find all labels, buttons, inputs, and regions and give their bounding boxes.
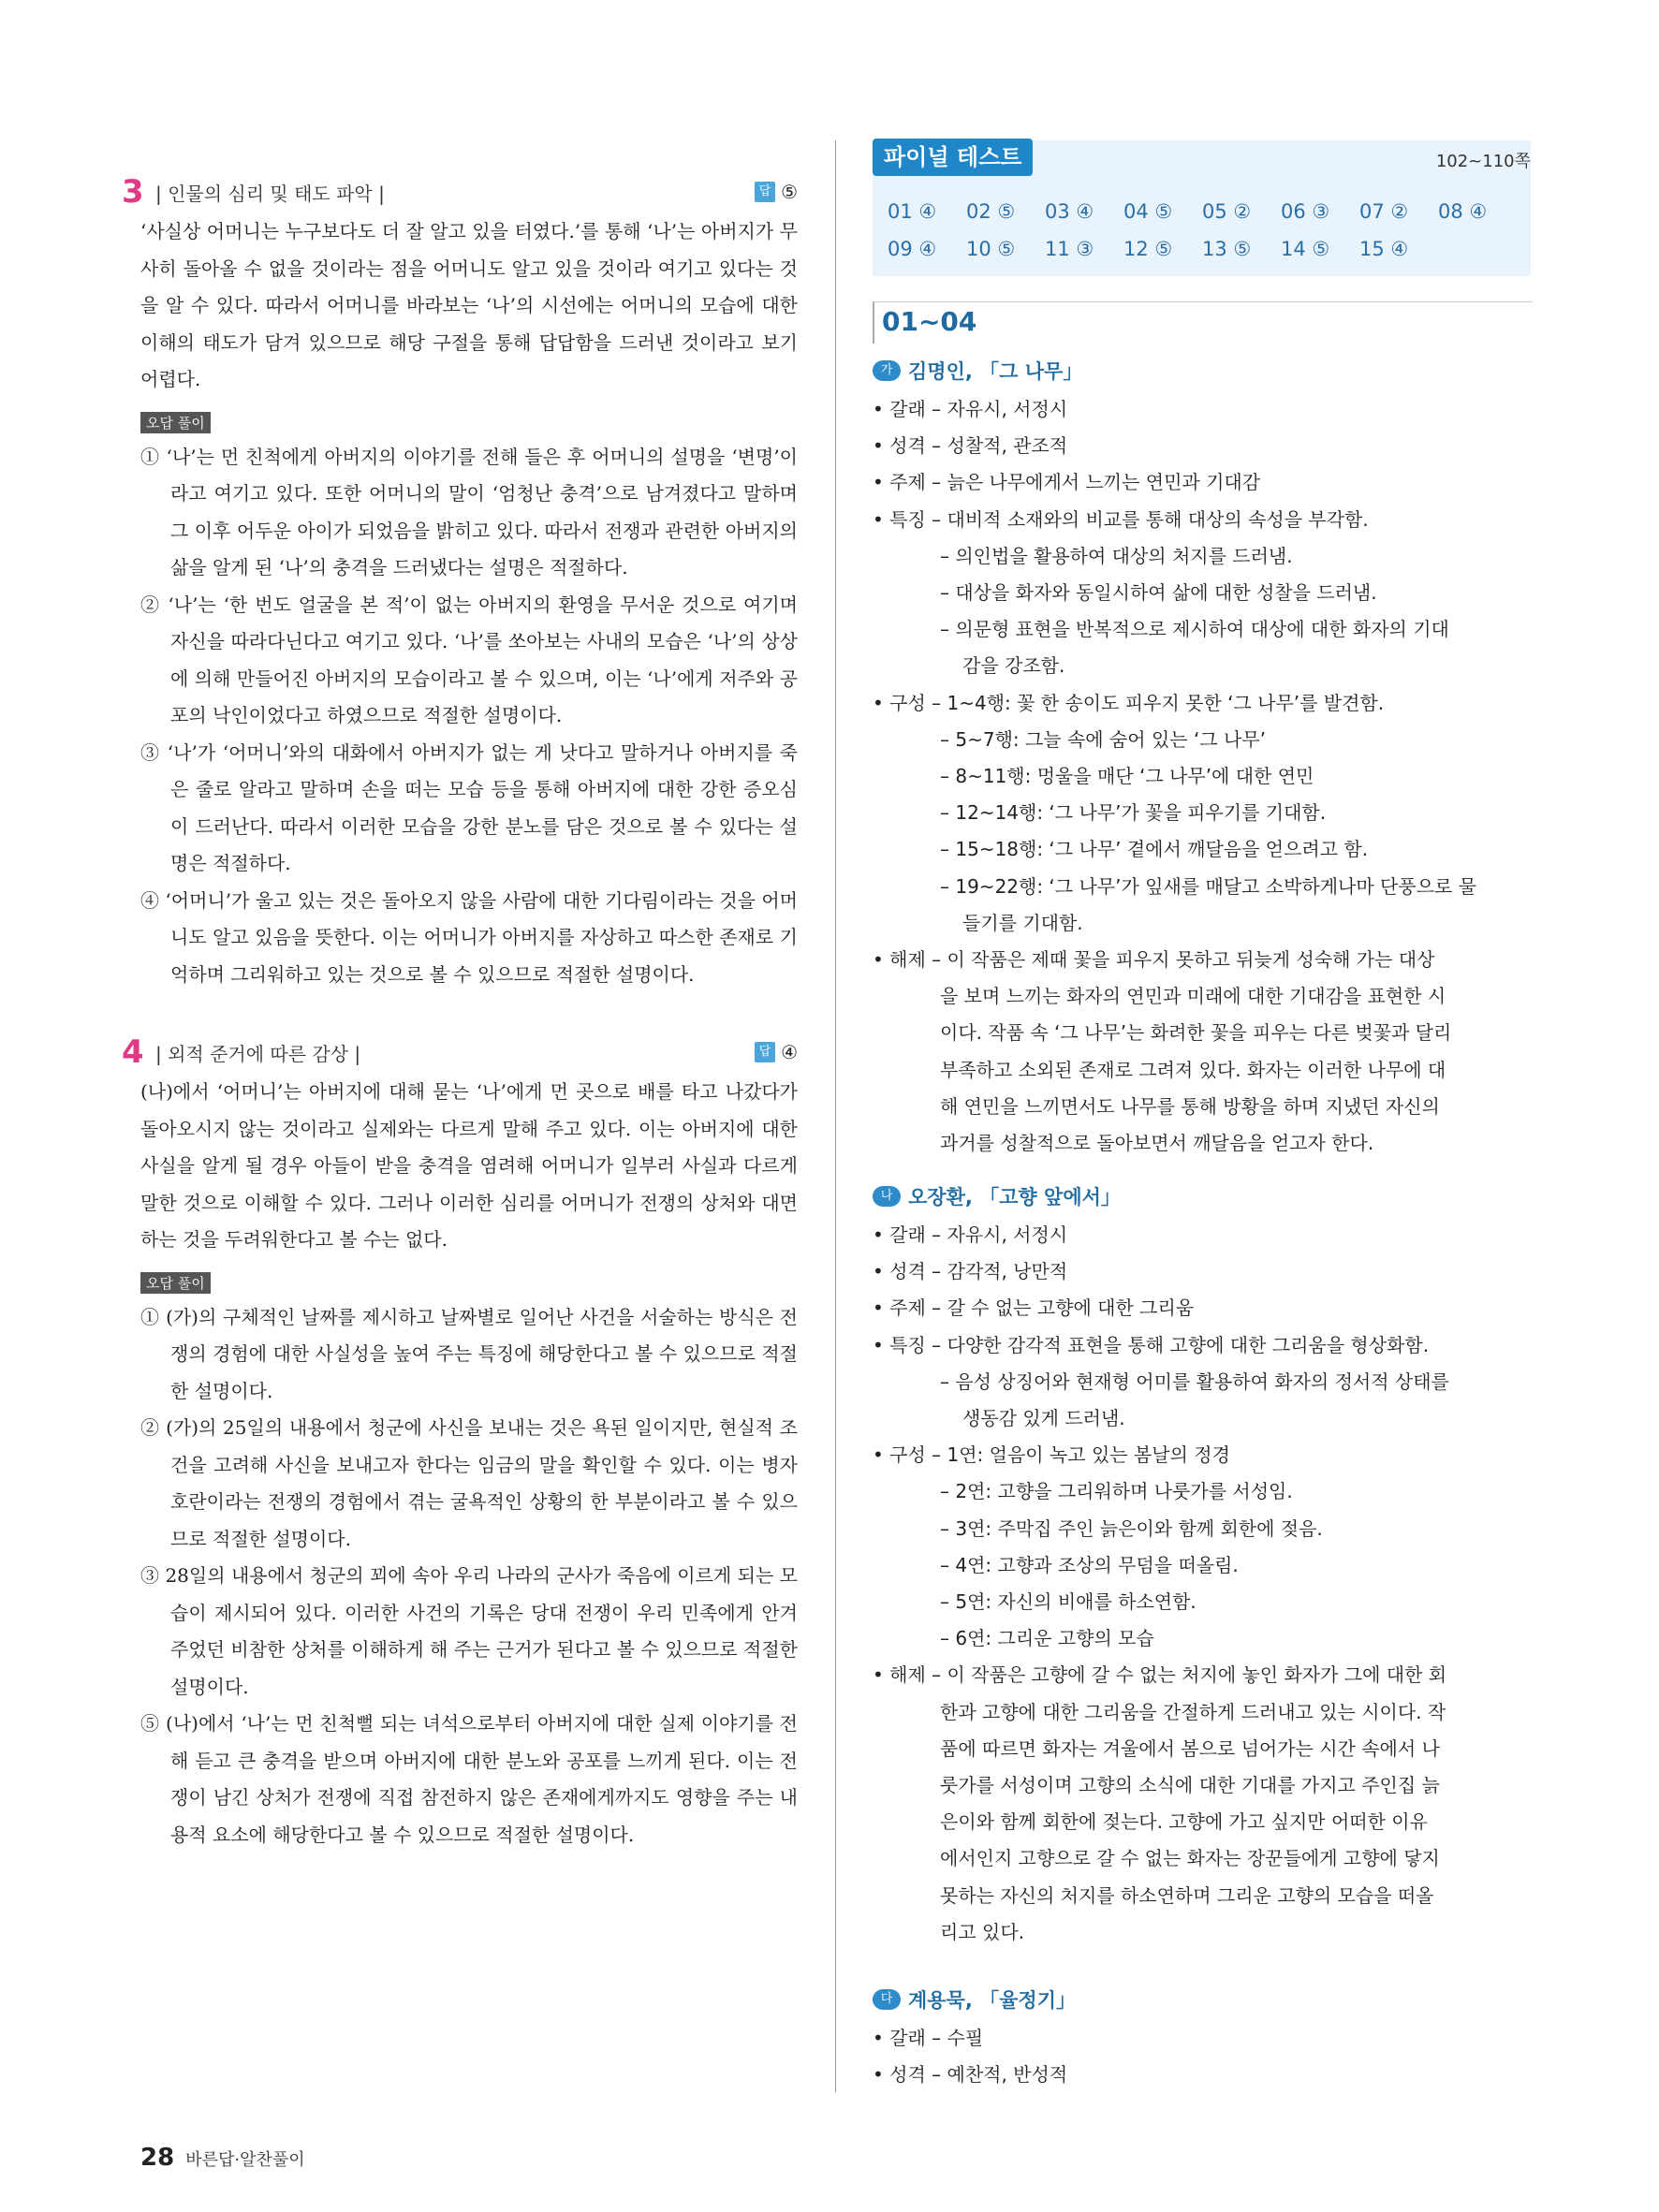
structure-sub-line: – 3연: 주막집 주인 늙은이와 함께 회한에 젖음.	[940, 1516, 1323, 1540]
answer-item: 07 ②	[1359, 200, 1409, 223]
option-explanation: ④ ‘어머니’가 울고 있는 것은 돌아오지 않을 사람에 대한 기다림이라는 것을 어머니도 알고 있음을 뜻한다. 이는 어머니가 아버지를 자상하고 따스한 존재로 기억하며 그리워하고 있는 것으로 볼 수 있으므로 적절한 설명이다.	[140, 888, 798, 986]
page-range: 102~110쪽	[1435, 152, 1531, 171]
feature-sub-line: – 음성 상징어와 현재형 어미를 활용하여 화자의 정서적 상태를	[940, 1370, 1449, 1393]
commentary-sub-line: 해 연민을 느끼면서도 나무를 통해 방황을 하며 지냈던 자신의	[940, 1094, 1440, 1118]
answer-mark-icon: 답	[755, 182, 775, 202]
option-explanation: ② ‘나’는 ‘한 번도 얼굴을 본 적’이 없는 아버지의 환영을 무서운 것으로 여기며 자신을 따라다닌다고 여기고 있다. ‘나’를 쏘아보는 사내의 모습은 ‘나’의 상상에 의해 만들어진 아버지의 모습이라고 볼 수 있으며, 이는 ‘나’에게 저주와 공포의 낙인이었다고 하였으므로 적절한 설명이다.	[140, 593, 798, 726]
answer-row	[888, 230, 1524, 268]
left-column	[122, 173, 798, 1853]
style-line: • 성격 – 감각적, 낭만적	[873, 1260, 1068, 1283]
column-divider	[835, 140, 836, 2092]
work-title: 오장환, 「고향 앞에서」	[908, 1186, 1121, 1209]
structure-sub-line: – 2연: 고향을 그리워하며 나룻가를 서성임.	[940, 1480, 1293, 1503]
commentary-sub-line: 과거를 성찰적으로 돌아보면서 깨달음을 얻고자 한다.	[940, 1132, 1374, 1155]
style-line: • 성격 – 성찰적, 관조적	[873, 434, 1068, 458]
answer-value: ⑤	[781, 181, 798, 203]
commentary-sub-line: 리고 있다.	[940, 1920, 1024, 1943]
explanation-paragraph: (나)에서 ‘어머니’는 아버지에 대해 묻는 ‘나’에게 먼 곳으로 배를 타고 나갔다가 돌아오시지 않는 것이라고 실제와는 다르게 말해 주고 있다. 이는 아버지에 대한 사실을 알게 될 경우 아들이 받을 충격을 염려해 어머니가 일부러 사실과 다르게 말한 것으로 이해할 수 있다. 그러나 이러한 심리를 어머니가 전쟁의 상처와 대면하는 것을 두려워한다고 볼 수는 없다.	[140, 1080, 798, 1251]
structure-sub-line: – 5~7행: 그늘 속에 숨어 있는 ‘그 나무’	[940, 727, 1267, 751]
question-number: 3	[122, 173, 144, 211]
feature-sub-line: – 대상을 화자와 동일시하여 삶에 대한 성찰을 드러냄.	[940, 581, 1377, 605]
structure-sub-line: – 4연: 고향과 조상의 무덤을 떠올림.	[940, 1553, 1239, 1576]
wrong-answer-tag: 오답 풀이	[140, 412, 211, 433]
structure-sub-line: – 19~22행: ‘그 나무’가 잎새를 매달고 소박하게나마 단풍으로 물	[940, 874, 1477, 898]
commentary-sub-line: 품에 따르면 화자는 겨울에서 봄으로 넘어가는 시간 속에서 나	[940, 1736, 1440, 1760]
work-badge: 다	[873, 1989, 901, 2010]
commentary-line: • 해제 – 이 작품은 고향에 갈 수 없는 처지에 놓인 화자가 그에 대한 회	[873, 1663, 1447, 1687]
structure-sub-line: – 15~18행: ‘그 나무’ 곁에서 깨달음을 얻으려고 함.	[940, 838, 1369, 861]
work-da	[873, 1979, 1531, 2093]
answer-row	[888, 193, 1524, 230]
structure-sub-line: – 5연: 자신의 비애를 하소연함.	[940, 1590, 1197, 1614]
answer-item: 06 ③	[1281, 200, 1330, 223]
commentary-line: • 해제 – 이 작품은 제때 꽃을 피우지 못하고 뒤늦게 성숙해 가는 대상	[873, 948, 1435, 972]
work-badge: 나	[873, 1186, 901, 1207]
answer-label	[755, 1041, 798, 1063]
explanation-paragraph: ‘사실상 어머니는 누구보다도 더 잘 알고 있을 터였다.’를 통해 ‘나’는 아버지가 무사히 돌아올 수 없을 것이라는 점을 어머니도 알고 있을 것이라 여기고 있다는 것을 알 수 있다. 따라서 어머니를 바라보는 ‘나’의 시선에는 어머니의 모습에 대한 이해의 태도가 담겨 있으므로 해당 구절을 통해 답답함을 드러낸 것이라고 보기 어렵다.	[140, 220, 798, 390]
genre-line: • 갈래 – 수필	[873, 2027, 984, 2049]
section-title: 01~04	[882, 306, 977, 337]
commentary-sub-line: 을 보며 느끼는 화자의 연민과 미래에 대한 기대감을 표현한 시	[940, 985, 1446, 1008]
answer-item: 01 ④	[888, 200, 937, 223]
question-4-header	[122, 1033, 798, 1071]
style-line: • 성격 – 예찬적, 반성적	[873, 2063, 1068, 2087]
genre-line: • 갈래 – 자유시, 서정시	[873, 398, 1068, 420]
question-3-header	[122, 173, 798, 211]
answer-item: 09 ④	[888, 238, 937, 260]
option-explanation: ① (가)의 구체적인 날짜를 제시하고 날짜별로 일어난 사건을 서술하는 방식은 전쟁의 경험에 대한 사실성을 높여 주는 특징에 해당한다고 볼 수 있으므로 적절한 설명이다.	[140, 1305, 798, 1402]
answer-item: 13 ⑤	[1202, 238, 1252, 260]
structure-sub-line: – 12~14행: ‘그 나무’가 꽃을 피우기를 기대함.	[940, 801, 1327, 825]
wrong-answer-tag: 오답 풀이	[140, 1272, 211, 1294]
genre-line: • 갈래 – 자유시, 서정시	[873, 1223, 1068, 1246]
commentary-sub-line: 부족하고 소외된 존재로 그려져 있다. 화자는 이러한 나무에 대	[940, 1058, 1446, 1081]
work-heading	[873, 356, 1531, 386]
feature-sub-line: 생동감 있게 드러냄.	[962, 1407, 1125, 1430]
option-explanation: ③ ‘나’가 ‘어머니’와의 대화에서 아버지가 없는 게 낫다고 말하거나 아버지를 죽은 줄로 알라고 말하며 손을 떠는 모습 등을 통해 아버지에 대한 강한 증오심이 드러난다. 따라서 이러한 모습을 강한 분노를 담은 것으로 볼 수 있다는 설명은 적절하다.	[140, 740, 798, 874]
commentary-sub-line: 못하는 자신의 처지를 하소연하며 그리운 고향의 모습을 떠올	[940, 1883, 1434, 1907]
commentary-sub-line: 은이와 함께 회한에 젖는다. 고향에 가고 싶지만 어떠한 이유	[940, 1810, 1428, 1834]
structure-line: • 구성 – 1~4행: 꽃 한 송이도 피우지 못한 ‘그 나무’를 발견함.	[873, 691, 1385, 714]
feature-line: • 특징 – 다양한 감각적 표현을 통해 고향에 대한 그리움을 형상화함.	[873, 1333, 1430, 1356]
answer-item: 03 ④	[1045, 200, 1094, 223]
commentary-sub-line: 에서인지 고향으로 갈 수 없는 화자는 장꾼들에게 고향에 닿지	[940, 1847, 1440, 1870]
page-footer	[140, 2144, 305, 2172]
answer-grid	[888, 193, 1524, 268]
option-explanation: ③ 28일의 내용에서 청군의 꾀에 속아 우리 나라의 군사가 죽음에 이르게 되는 모습이 제시되어 있다. 이러한 사건의 기록은 당대 전쟁이 우리 민족에게 안겨 주었던 비참한 상처를 이해하게 해 주는 근거가 된다고 볼 수 있으므로 적절한 설명이다.	[140, 1564, 798, 1698]
answer-item: 10 ⑤	[966, 238, 1016, 260]
answer-item: 04 ⑤	[1123, 200, 1173, 223]
structure-line: • 구성 – 1연: 얼음이 녹고 있는 봄날의 정경	[873, 1443, 1230, 1467]
option-explanation: ① ‘나’는 먼 친척에게 아버지의 이야기를 전해 들은 후 어머니의 설명을 ‘변명’이라고 여기고 있다. 또한 어머니의 말이 ‘엄청난 충격’으로 남겨졌다고 말하며 그 이후 어두운 아이가 되었음을 밝히고 있다. 따라서 전쟁과 관련한 아버지의 삶을 알게 된 ‘나’의 충격을 드러냈다는 설명은 적절하다.	[140, 445, 798, 579]
answer-mark-icon: 답	[755, 1042, 775, 1062]
structure-sub-line: 들기를 기대함.	[962, 911, 1083, 934]
structure-sub-line: – 6연: 그리운 고향의 모습	[940, 1627, 1154, 1650]
feature-sub-line: – 의인법을 활용하여 대상의 처지를 드러냄.	[940, 544, 1293, 567]
answer-item: 02 ⑤	[966, 200, 1016, 223]
theme-line: • 주제 – 갈 수 없는 고향에 대한 그리움	[873, 1296, 1195, 1320]
question-number: 4	[122, 1033, 144, 1071]
work-title: 김명인, 「그 나무」	[908, 360, 1083, 383]
answer-item: 11 ③	[1045, 238, 1094, 260]
answer-label	[755, 181, 798, 203]
answer-value: ④	[781, 1041, 798, 1063]
question-title: | 인물의 심리 및 태도 파악 |	[155, 182, 385, 205]
work-na	[873, 1176, 1531, 1951]
commentary-sub-line: 룻가를 서성이며 고향의 소식에 대한 기대를 가지고 주인집 늙	[940, 1774, 1440, 1797]
final-test-title: 파이널 테스트	[873, 139, 1033, 176]
feature-line: • 특징 – 대비적 소재와의 비교를 통해 대상의 속성을 부각함.	[873, 507, 1369, 531]
work-title: 계용묵, 「율정기」	[908, 1989, 1077, 2012]
feature-sub-line: – 의문형 표현을 반복적으로 제시하여 대상에 대한 화자의 기대	[940, 618, 1449, 641]
answer-item: 08 ④	[1438, 200, 1488, 223]
page-number: 28	[140, 2144, 175, 2172]
work-heading	[873, 1985, 1531, 2014]
option-explanation: ⑤ (나)에서 ‘나’는 먼 친척뻘 되는 녀석으로부터 아버지에 대한 실제 이야기를 전해 듣고 큰 충격을 받으며 아버지에 대한 분노와 공포를 느끼게 된다. 이는 전쟁이 남긴 상처가 전쟁에 직접 참전하지 않은 존재에게까지도 영향을 주는 내용적 요소에 해당한다고 볼 수 있으므로 적절한 설명이다.	[140, 1712, 798, 1846]
work-ga	[873, 350, 1531, 1162]
footer-text: 바른답·알찬풀이	[185, 2150, 305, 2170]
option-explanation: ② (가)의 25일의 내용에서 청군에 사신을 보내는 것은 욕된 일이지만, 현실적 조건을 고려해 사신을 보내고자 한다는 임금의 말을 확인할 수 있다. 이는 병자호란이라는 전쟁의 경험에서 겪는 굴욕적인 상황의 한 부분이라고 볼 수 있으므로 적절한 설명이다.	[140, 1416, 798, 1550]
theme-line: • 주제 – 늙은 나무에게서 느끼는 연민과 기대감	[873, 471, 1261, 494]
commentary-sub-line: 한과 고향에 대한 그리움을 간절하게 드러내고 있는 시이다. 작	[940, 1700, 1446, 1723]
section-header	[873, 301, 1533, 344]
answer-item: 05 ②	[1202, 200, 1252, 223]
structure-sub-line: – 8~11행: 멍울을 매단 ‘그 나무’에 대한 연민	[940, 765, 1314, 788]
work-badge: 가	[873, 360, 901, 381]
answer-item: 15 ④	[1359, 238, 1409, 260]
work-heading	[873, 1181, 1531, 1211]
answer-item: 12 ⑤	[1123, 238, 1173, 260]
commentary-sub-line: 이다. 작품 속 ‘그 나무’는 화려한 꽃을 피우는 다른 벚꽃과 달리	[940, 1021, 1452, 1045]
question-title: | 외적 준거에 따른 감상 |	[155, 1042, 361, 1065]
feature-sub-line: 감을 강조함.	[962, 654, 1065, 678]
answer-item: 14 ⑤	[1281, 238, 1330, 260]
